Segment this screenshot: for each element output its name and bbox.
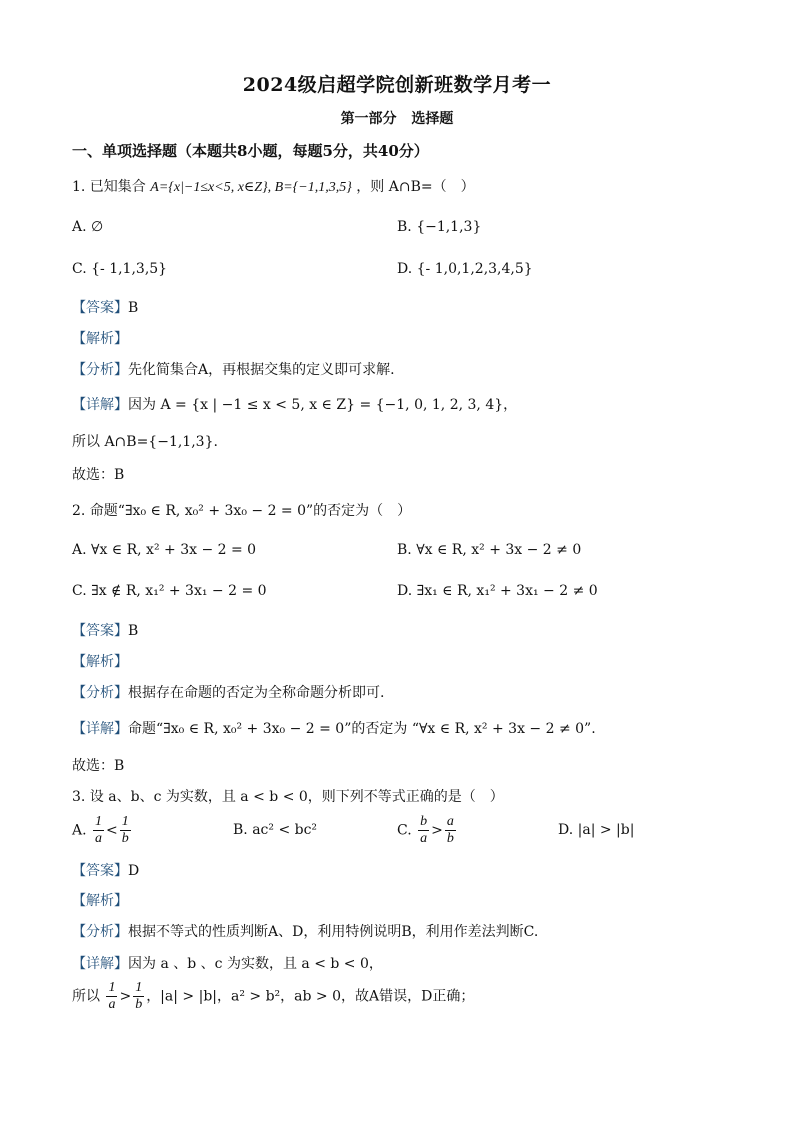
q2-option-d: D. ∃x₁ ∈ R, x₁² + 3x₁ − 2 ≠ 0 (397, 583, 598, 599)
option-label: C. (397, 822, 412, 839)
q2-choose: 故选：B (72, 758, 125, 774)
q2-option-c: C. ∃x ∉ R, x₁² + 3x₁ − 2 = 0 (72, 583, 267, 599)
q1-stem-math: A={x|−1≤x<5, x∈Z}, B={−1,1,3,5} (150, 180, 352, 195)
q3-xiangjie (72, 953, 383, 973)
fraction: $\frac{b}{a}$ (420, 814, 428, 846)
q1-stem-suffix: ，则 A∩B=（ ） (356, 179, 475, 195)
xiangjie-text: 因为 a 、b 、c 为实数，且 a < b < 0， (128, 956, 383, 972)
fraction: $\frac{a}{b}$ (446, 814, 454, 846)
q3-option-d: D. |a| > |b| (558, 822, 635, 838)
q1-analysis-tag: 【解析】 (72, 331, 128, 347)
q1-option-a: A. ∅ (72, 219, 104, 235)
answer-value: B (128, 623, 139, 639)
q2-analysis-tag: 【解析】 (72, 654, 128, 670)
q3-option-a (72, 814, 133, 847)
relation: > (119, 988, 132, 1005)
q1-stem (72, 176, 475, 196)
line-suffix: ，|a| > |b|，a² > b²，ab > 0，故A错误，D正确； (146, 988, 475, 1005)
answer-tag: 【答案】 (72, 623, 128, 639)
q1-choose: 故选：B (72, 467, 125, 483)
q3-option-b: B. ac² < bc² (233, 822, 318, 838)
fraction: $\frac{1}{b}$ (121, 814, 129, 846)
q2-stem: 2. 命题“∃x₀ ∈ R, x₀² + 3x₀ − 2 = 0”的否定为（ ） (72, 503, 412, 519)
answer-tag: 【答案】 (72, 863, 128, 879)
fenxi-tag: 【分析】 (72, 685, 128, 701)
q3-stem: 3. 设 a、b、c 为实数，且 a < b < 0，则下列不等式正确的是（ ） (72, 789, 504, 805)
fraction: $\frac{1}{a}$ (108, 980, 116, 1012)
answer-value: D (128, 863, 140, 879)
fenxi-text: 先化简集合A，再根据交集的定义即可求解. (128, 362, 395, 378)
xiangjie-text: 命题“∃x₀ ∈ R, x₀² + 3x₀ − 2 = 0”的否定为 “∀x ∈ R, x² + 3x − 2 ≠ 0”. (128, 721, 596, 737)
q1-stem-prefix: 1. 已知集合 (72, 179, 146, 195)
xiangjie-tag: 【详解】 (72, 397, 128, 413)
q3-fenxi (72, 921, 538, 941)
xiangjie-tag: 【详解】 (72, 956, 128, 972)
q2-xiangjie (72, 718, 596, 738)
xiangjie-tag: 【详解】 (72, 721, 128, 737)
q1-option-b: B. {−1,1,3} (397, 219, 482, 235)
answer-value: B (128, 300, 139, 316)
q3-answer (72, 860, 139, 880)
fraction: $\frac{1}{a}$ (95, 814, 103, 846)
q2-fenxi (72, 682, 384, 702)
line-prefix: 所以 (72, 988, 100, 1005)
fenxi-text: 根据存在命题的否定为全称命题分析即可. (128, 685, 385, 701)
fenxi-tag: 【分析】 (72, 362, 128, 378)
option-label: A. (72, 822, 87, 839)
q1-option-d: D. {- 1,0,1,2,3,4,5} (397, 261, 533, 277)
q1-line2: 所以 A∩B={−1,1,3}. (72, 434, 218, 450)
fenxi-text: 根据不等式的性质判断A、D，利用特例说明B，利用作差法判断C. (128, 924, 539, 940)
q2-option-b: B. ∀x ∈ R, x² + 3x − 2 ≠ 0 (397, 542, 582, 558)
q3-option-c (397, 814, 458, 847)
relation: < (106, 822, 118, 839)
fenxi-tag: 【分析】 (72, 924, 128, 940)
page-title: 2024级启超学院创新班数学月考一 (242, 74, 552, 96)
xiangjie-text: 因为 A = {x | −1 ≤ x < 5, x ∈ Z} = {−1, 0, 1, 2, 3, 4}， (128, 397, 518, 413)
q1-option-c: C. {- 1,1,3,5} (72, 261, 168, 277)
q3-line2 (72, 980, 474, 1013)
relation: > (431, 822, 443, 839)
q2-option-a: A. ∀x ∈ R, x² + 3x − 2 = 0 (72, 542, 257, 558)
q1-fenxi (72, 359, 395, 379)
q1-answer (72, 297, 138, 317)
fraction: $\frac{1}{b}$ (135, 980, 143, 1012)
q1-xiangjie (72, 394, 517, 414)
q3-analysis-tag: 【解析】 (72, 893, 128, 909)
part-subtitle: 第一部分 选择题 (340, 111, 454, 127)
answer-tag: 【答案】 (72, 300, 128, 316)
q2-answer (72, 620, 138, 640)
section-heading: 一、单项选择题（本题共8小题，每题5分，共40分） (72, 142, 429, 160)
